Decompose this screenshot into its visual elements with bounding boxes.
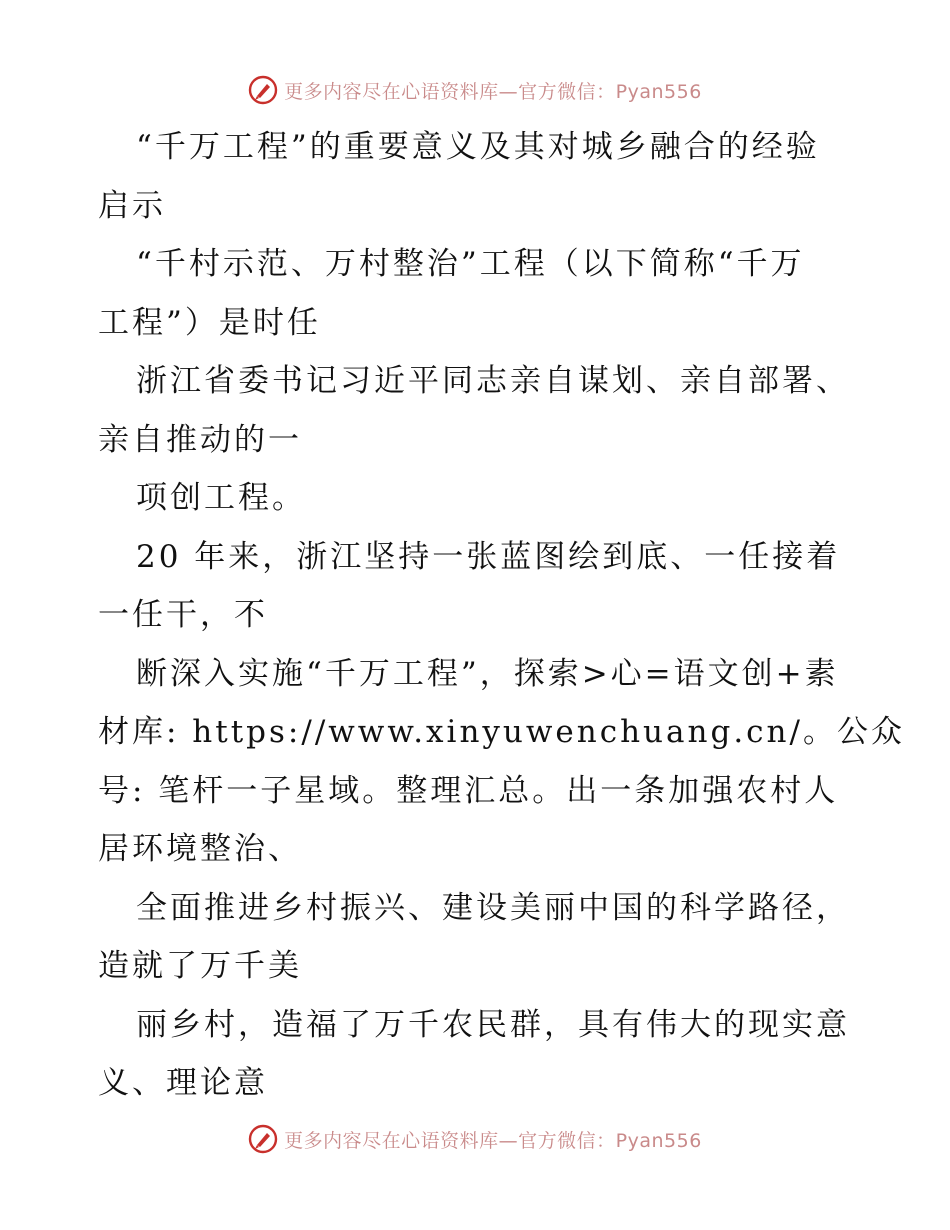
pen-nib-logo-icon <box>248 1124 278 1154</box>
body-line: “千万工程”的重要意义及其对城乡融合的经验 <box>136 129 820 165</box>
footer-banner <box>0 1119 950 1159</box>
body-line: “千村示范、万村整治”工程（以下简称“千万 <box>136 246 805 282</box>
body-line: 居环境整治、 <box>98 831 302 867</box>
body-line: 启示 <box>98 187 166 224</box>
body-line: 项创工程。 <box>136 480 306 516</box>
body-line: 一任干，不 <box>98 597 268 633</box>
footer-banner-text: 更多内容尽在心语资料库—官方微信：Pyan556 <box>284 1129 702 1152</box>
body-line: 工程”）是时任 <box>98 304 321 341</box>
body-line: 造就了万千美 <box>98 948 302 984</box>
body-line: 断深入实施“千万工程”，探索>心=语文创+素 <box>136 655 839 692</box>
header-banner-text: 更多内容尽在心语资料库—官方微信：Pyan556 <box>284 80 702 103</box>
body-line: 全面推进乡村振兴、建设美丽中国的科学路径， <box>136 889 850 926</box>
header-banner <box>0 70 950 110</box>
body-line: 材库: https://www.xinyuwenchuang.cn/。公众 <box>98 714 905 750</box>
pen-nib-logo-icon <box>248 75 278 105</box>
body-line: 20 年来，浙江坚持一张蓝图绘到底、一任接着 <box>136 538 841 575</box>
body-line: 亲自推动的一 <box>98 421 302 458</box>
body-line: 号: 笔杆一子星域。整理汇总。出一条加强农村人 <box>98 772 839 809</box>
body-line: 浙江省委书记习近平同志亲自谋划、亲自部署、 <box>136 363 850 399</box>
body-line: 丽乡村，造福了万千农民群，具有伟大的现实意 <box>136 1006 850 1043</box>
body-line: 义、理论意 <box>98 1065 268 1101</box>
document-body <box>98 118 905 1113</box>
